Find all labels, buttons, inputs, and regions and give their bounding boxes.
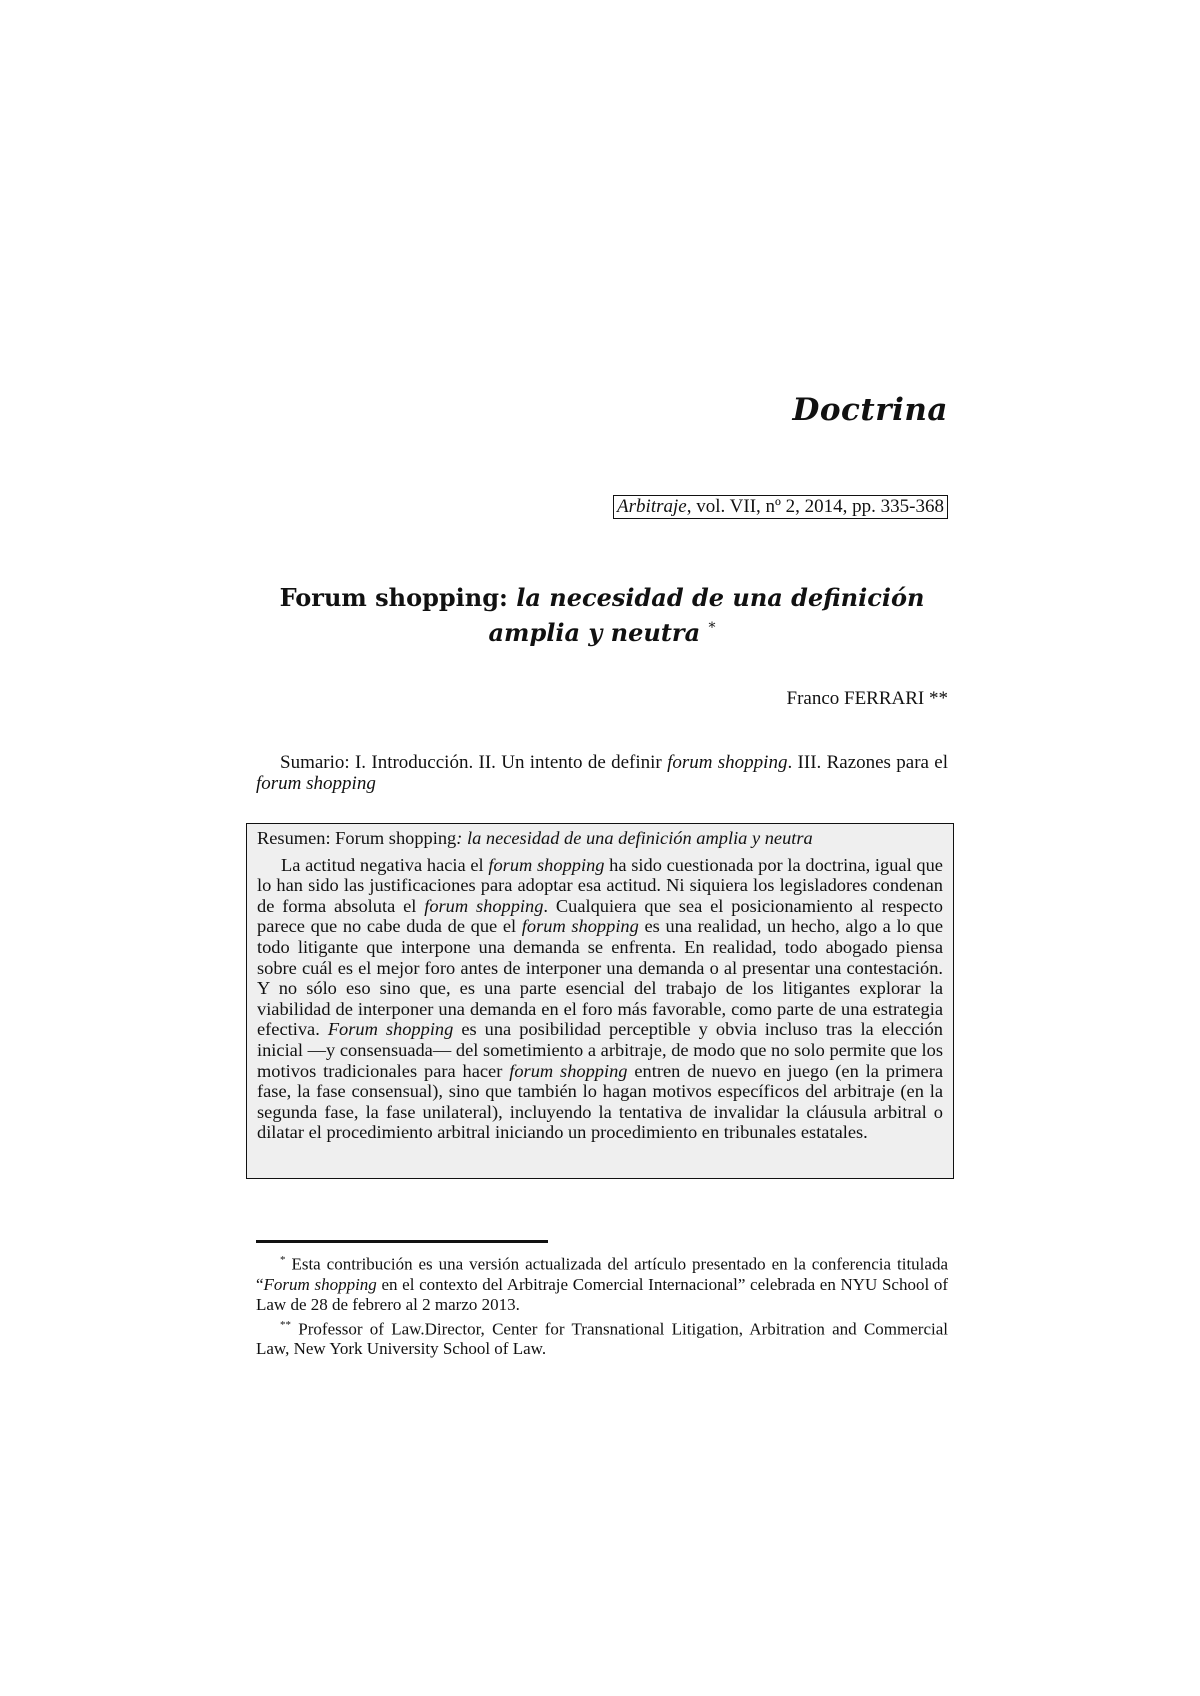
abstract-body	[257, 855, 943, 1143]
abstract-text-italic: forum shopping	[521, 916, 639, 937]
journal-name: Arbitraje	[617, 496, 687, 517]
citation-details: , vol. VII, nº 2, 2014, pp. 335-368	[686, 496, 944, 517]
summary-text-2: forum shopping	[667, 752, 788, 773]
footnotes	[256, 1250, 948, 1359]
summary-text-3: . III. Razones para el	[787, 752, 948, 773]
abstract-text-italic: forum shopping	[424, 895, 544, 916]
footnote-1-italic: Forum shopping	[263, 1274, 377, 1294]
abstract-text: La actitud negativa hacia el	[281, 854, 489, 875]
abstract-text: es una posibilidad perceptible y obvia incluso tras la elección inicial —y consensuada— del sometimiento a arbitraje, de modo que no solo permite que los motivos tradicionales para hacer	[257, 1019, 943, 1081]
summary	[256, 752, 948, 794]
summary-text-1: Sumario: I. Introducción. II. Un intento de definir	[280, 752, 668, 773]
title-part1: Forum shopping:	[279, 583, 508, 612]
abstract-heading-prefix: Resumen: Forum shopping	[257, 828, 457, 848]
abstract-text: entren de nuevo en juego (en la primera fase, la fase consensual), sino que también lo hagan motivos específicos del arbitraje (en la segunda fase, la fase unilateral), incluyendo la tentativa de invalidar la cláusula arbitral o dilatar el procedimiento arbitral iniciando un procedimiento en tribunales estatales.	[257, 1060, 943, 1143]
title-part2: la necesidad de una definición amplia y neutra	[488, 583, 925, 647]
footnote-1	[256, 1250, 948, 1315]
footnote-2	[256, 1315, 948, 1360]
summary-text-4: forum shopping	[256, 773, 376, 794]
abstract-heading-title: : la necesidad de una definición amplia y neutra	[456, 828, 813, 848]
abstract-text-italic: forum shopping	[509, 1060, 628, 1081]
footnote-1-text: Esta contribución es una versión actualizada del artículo presentado en la conferencia titulada “	[256, 1254, 948, 1294]
section-label: Doctrina	[792, 392, 948, 428]
abstract-text-italic: Forum shopping	[327, 1019, 454, 1040]
journal-citation	[613, 495, 948, 519]
abstract-text-italic: forum shopping	[488, 854, 605, 875]
title-footnote-marker: *	[708, 620, 716, 636]
footnote-divider	[256, 1240, 548, 1243]
footnote-2-text: Professor of Law.Director, Center for Transnational Litigation, Arbitration and Commercial Law, New York University School of Law.	[256, 1319, 948, 1359]
abstract-text: . Cualquiera que sea el posicionamiento al respecto parece que no cabe duda de que el	[257, 895, 943, 937]
article-title	[252, 582, 952, 648]
footnote-2-marker: **	[280, 1318, 291, 1331]
abstract-text: ha sido cuestionada por la doctrina, igual que lo han sido las justificaciones para adoptar esa actitud. Ni siquiera los legisladores condenan de forma absoluta el	[257, 854, 943, 916]
abstract-heading	[257, 828, 943, 849]
author-name: Franco FERRARI **	[786, 688, 948, 709]
abstract-text: es una realidad, un hecho, algo a lo que todo litigante que interpone una demanda se enfrenta. En realidad, todo abogado piensa sobre cuál es el mejor foro antes de interponer una demanda o al presentar una contestación. Y no sólo eso sino que, es una parte esencial del trabajo de los litigantes explorar la viabilidad de interponer una demanda en el foro más favorable, como parte de una estrategia efectiva.	[257, 916, 944, 1040]
abstract-box	[246, 823, 954, 1179]
footnote-1-marker: *	[280, 1254, 286, 1266]
footnote-1-text: en el contexto del Arbitraje Comercial Internacional” celebrada en NYU School of Law de 28 de febrero al 2 marzo 2013.	[256, 1274, 948, 1314]
